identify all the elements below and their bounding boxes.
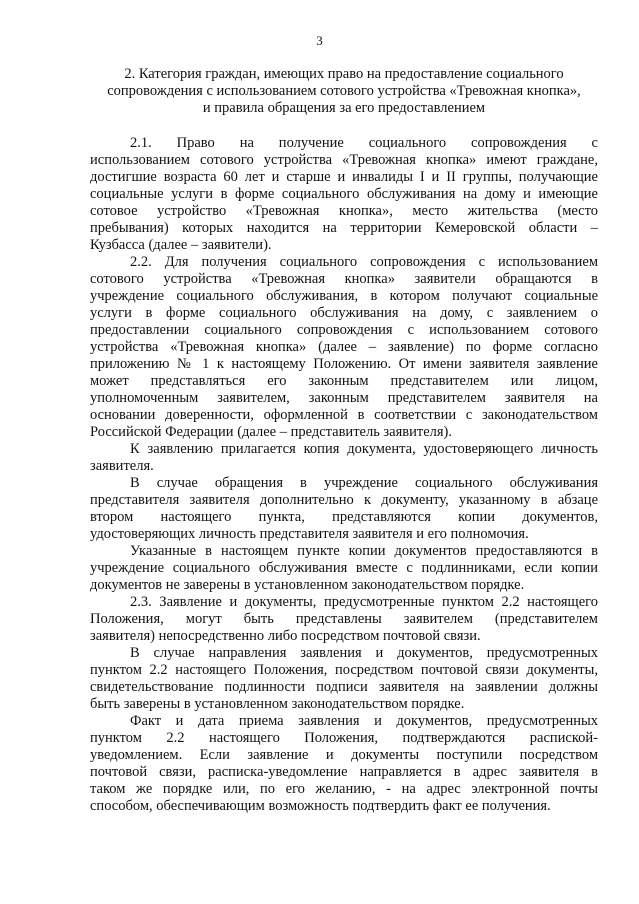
text-line: пунктом 2.2 настоящего Положения, подтверждаются распиской- <box>90 730 598 746</box>
text-line: К заявлению прилагается копия документа, удостоверяющего личность <box>130 441 598 457</box>
text-line: Российской Федерации (далее – представитель заявителя). <box>90 424 453 440</box>
paragraph-receipt <box>90 713 598 815</box>
text-line: В случае направления заявления и документов, предусмотренных <box>130 645 598 661</box>
text-line: свидетельствование подлинности подписи заявителя на заявлении должны <box>90 679 598 695</box>
paragraph-2-3 <box>90 594 598 645</box>
document-body <box>90 135 598 815</box>
text-line: втором настоящего пункта, представляются копии документов, <box>90 509 598 525</box>
text-line: В случае обращения в учреждение социального обслуживания <box>130 475 598 491</box>
text-line: социальные услуги в форме социального обслуживания на дому и имеющие <box>90 186 598 202</box>
text-line: 2.1. Право на получение социального сопровождения с <box>130 135 598 151</box>
text-line: учреждение социального обслуживания, в котором получают социальные <box>90 288 598 304</box>
text-line: пунктом 2.2 настоящего Положения, посредством почтовой связи документы, <box>90 662 598 678</box>
text-line: способом, обеспечивающим возможность подтвердить факт ее получения. <box>90 798 551 814</box>
text-line: может представляться его законным представителем или лицом, <box>90 373 598 389</box>
text-line: Указанные в настоящем пункте копии документов предоставляются в <box>130 543 598 559</box>
text-line: 2.2. Для получения социального сопровождения с использованием <box>130 254 598 270</box>
heading-line: сопровождения с использованием сотового устройства «Тревожная кнопка», <box>107 83 581 99</box>
text-line: уполномоченным заявителем, законным представителем заявителя на <box>90 390 598 406</box>
text-line: документов не заверены в установленном законодательством порядке. <box>90 577 525 593</box>
text-line: достигшие возраста 60 лет и старше и инвалиды I и II группы, получающие <box>90 169 598 185</box>
text-line: основании доверенности, оформленной в соответствии с законодательством <box>90 407 598 423</box>
text-line: быть заверены в установленном законодательством порядке. <box>90 696 465 712</box>
paragraph-postal <box>90 645 598 713</box>
text-line: сотовое устройство «Тревожная кнопка», место жительства (место <box>90 203 598 219</box>
text-line: уведомлением. Если заявление и документы поступили посредством <box>90 747 598 763</box>
text-line: пребывания) которых находится на территории Кемеровской области – <box>90 220 598 236</box>
text-line: заявителя) непосредственно либо посредством почтовой связи. <box>90 628 481 644</box>
page-number: 3 <box>316 33 323 48</box>
section-heading <box>90 66 598 117</box>
text-line: Факт и дата приема заявления и документов, предусмотренных <box>130 713 598 729</box>
text-line: услуги в форме социального обслуживания на дому, с заявлением о <box>90 305 598 321</box>
paragraph-representative <box>90 475 598 543</box>
paragraph-attachment <box>90 441 598 475</box>
text-line: сотового устройства «Тревожная кнопка» заявители обращаются в <box>90 271 598 287</box>
text-line: удостоверяющих личность представителя заявителя и его полномочия. <box>90 526 529 542</box>
text-line: заявителя. <box>90 458 154 474</box>
text-line: устройства «Тревожная кнопка» (далее – заявление) по форме согласно <box>90 339 598 355</box>
paragraph-2-2 <box>90 254 598 441</box>
text-line: 2.3. Заявление и документы, предусмотренные пунктом 2.2 настоящего <box>130 594 598 610</box>
text-line: предоставлении социального сопровождения с использованием сотового <box>90 322 598 338</box>
text-line: учреждение социального обслуживания вместе с подлинниками, если копии <box>90 560 598 576</box>
heading-line: 2. Категория граждан, имеющих право на предоставление социального <box>124 66 564 82</box>
text-line: почтовой связи, расписка-уведомление направляется в адрес заявителя в <box>90 764 598 780</box>
text-line: приложению № 1 к настоящему Положению. От имени заявителя заявление <box>90 356 598 372</box>
text-line: Кузбасса (далее – заявители). <box>90 237 272 253</box>
text-line: таком же порядке или, по его желанию, - на адрес электронной почты <box>90 781 598 797</box>
text-line: Положения, могут быть представлены заявителем (представителем <box>90 611 598 627</box>
paragraph-2-1 <box>90 135 598 254</box>
text-line: представителя заявителя дополнительно к документу, указанному в абзаце <box>90 492 598 508</box>
paragraph-copies <box>90 543 598 594</box>
text-line: использованием сотового устройства «Тревожная кнопка» имеют граждане, <box>90 152 598 168</box>
heading-line: и правила обращения за его предоставлением <box>202 100 486 116</box>
